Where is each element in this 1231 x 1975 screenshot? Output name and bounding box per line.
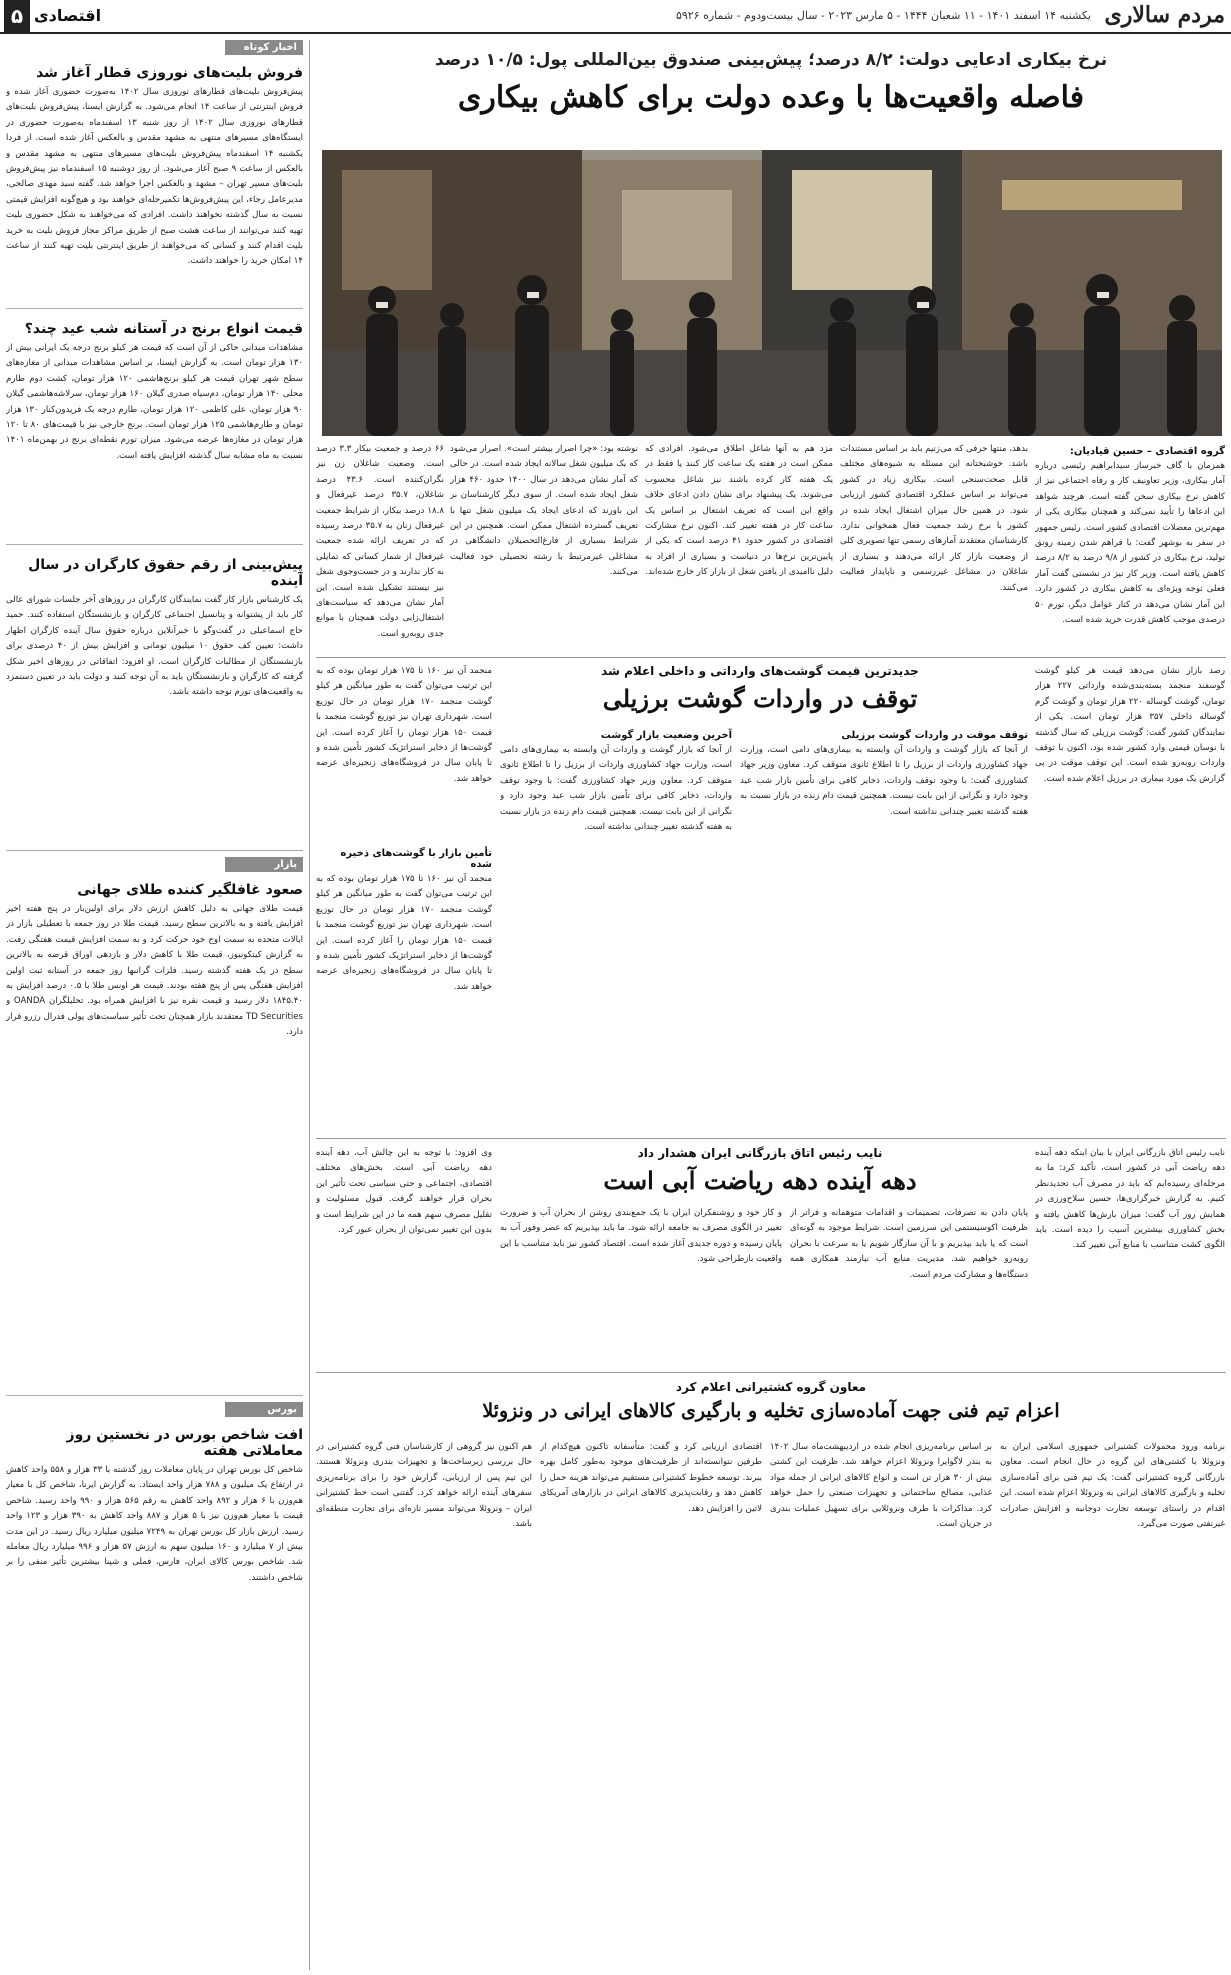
sidebar-item-body: قیمت طلای جهانی به دلیل کاهش ارزش دلار برای اولین‌بار در پنج هفته اخیر افزایش یافته و به بالاترین سطح رسید. قیمت طلا در روز جمعه با تعطیلی بازار در ایالات متحده به سمت اوج خود حرکت کرد و به سمت افزایش قیمت هفتگی رفت. به گزارش کیتکونیوز، قیمت طلا با کاهش دلار و بازدهی اوراق قرضه به بالاترین سطح در یک هفته گذشته رسید. فلزات گرانبها روز جمعه در آستانه ثبت اولین افزایش هفتگی پس از پنج هفته بودند. قیمت هر اونس طلا با ۰.۵ درصد افزایش به ۱۸۴۵.۴۰ دلار رسید و قیمت نقره نیز با افزایش همراه بود. تحلیلگران OANDA و TD Securities معتقدند بازار همچنان تحت تأثیر سیاست‌های پولی فدرال رزرو قرار دارد. [6,904,303,1038]
venezuela-column-text: اقتصادی ارزیابی کرد و گفت: متأسفانه تاکنون هیچ‌کدام از طرفین نتوانسته‌اند از ظرفیت‌های موجود به‌طور کامل بهره ببرند. توسعه خطوط کشتیرانی مستقیم می‌تواند هزینه حمل را کاهش دهد و رقابت‌پذیری کالاهای ایرانی در بازارهای آمریکای لاتین را افزایش دهد. [540,1442,762,1514]
lead-column-text: نوشته بود: «چرا اصرار بیشتر است». اصرار می‌شود که یک میلیون شغل سالانه ایجاد شده است. در حالی که آمار نشان می‌دهد در سال ۱۴۰۰ حدود ۴۶۰ هزار شغل ایجاد شده است. از سوی دیگر کارشناسان بر این باورند که ادعای ایجاد یک میلیون شغل تنها با تعریف گسترده اشتغال ممکن است. همچنین در این شرایط بسیاری از فارغ‌التحصیلان دانشگاهی در مشاغلی غیرمرتبط با رشته تحصیلی خود فعالیت می‌کنند. [450,444,638,578]
water-column-text: وی افزود: با توجه به این چالش آب، دهه آینده دهه ریاضت آبی است. بخش‌های مختلف اقتصادی، اجتماعی و حتی سیاسی تحت تأثیر این بحران قرار خواهند گرفت. قبول مسئولیت و تقلیل مصرف سهم همه ما در این شرایط است و بدون این تغییر نمی‌توان از بحران عبور کرد. [316,1148,492,1236]
venezuela-headline: اعزام تیم فنی جهت آماده‌سازی تخلیه و بارگیری کالاهای ایرانی در ونزوئلا [482,1400,1060,1422]
beef-column [316,664,492,1132]
sidebar-news-item [6,1421,303,1941]
column-divider [309,40,310,1970]
sidebar-item-title: پیش‌بینی از رقم حقوق کارگران در سال آینده [28,557,303,589]
beef-headline: توقف در واردات گوشت برزیلی [602,684,918,713]
beef-column-text: از آنجا که بازار گوشت و واردات آن وابسته به بیماری‌های دامی است، وزارت جهاد کشاورزی واردات از برزیل را تا اطلاع ثانوی متوقف کرد. معاون وزیر جهاد کشاورزی گفت: با وجود توقف واردات، ذخایر کافی برای تأمین بازار شب عید وجود دارد و نگرانی از این بابت نیست. همچنین قیمت دام زنده در بازار نسبت به هفته گذشته تغییر چندانی نداشته است. [740,745,1028,817]
dateline: یکشنبه ۱۴ اسفند ۱۴۰۱ - ۱۱ شعبان ۱۴۴۴ - ۵ مارس ۲۰۲۳ - سال بیست‌ودوم - شماره ۵۹۲۶ [675,9,1091,22]
sidebar-tag-market: بازار [225,857,303,872]
beef-subhead: آخرین وضعیت بازار گوشت [600,730,732,741]
street-crowd-photo [322,150,1222,436]
lead-column-text: همزمان با گاف خبرساز سیدابراهیم رئیسی درباره آمار بیکاری، وزیر تعاونیف کار و رفاه اجتماعی نیز از کاهش نرخ بیکاری سخن گفته است. هرچند شواهد این ادعاها را تأیید نمی‌کند و همچنان بیکاری یکی از مهم‌ترین معضلات اقتصادی کشور است. رئیس جمهور در سفر به بوشهر گفت: با فراهم شدن زمینه رونق تولید، نرخ بیکاری در کشور از ۹/۸ درصد به ۸/۲ درصد کاهش یافته است. وزیر کار نیز در نشستی گفت آمار فعلی توجه ویژه‌ای به کاهش بیکاری در کشور دارد. این آمار نشان می‌دهد در کنار عوامل دیگر، تورم ۵۰ درصدی موجب کاهش قدرت خرید شده است. [1035,461,1225,626]
page-number: ۵ [4,0,30,32]
lead-byline: گروه اقتصادی – حسین قیادیان: [1069,446,1225,457]
beef-column [740,726,1028,1132]
section-divider [316,657,1226,658]
lead-kicker: نرخ بیکاری ادعایی دولت: ۸/۲ درصد؛ پیش‌بینی صندوق بین‌المللی پول: ۱۰/۵ درصد [434,50,1108,70]
lead-photo [322,150,1222,436]
water-column-text: نایب رئیس اتاق بازرگانی ایران با بیان اینکه دهه آینده دهه ریاضت آبی در کشور است، تأکید کرد: ما به مرحله‌ای رسیده‌ایم که باید در مصرف آب تجدیدنظر کنیم. به گزارش خبرگزاری‌ها، حسین سلاح‌ورزی در همایش روز آب گفت: میزان بارش‌ها کاهش یافته و بخش کشاورزی بیشترین آسیب را دیده است. باید الگوی کشت متناسب با منابع آبی تغییر کند. [1035,1148,1225,1251]
water-headline: دهه آینده دهه ریاضت آبی است [603,1166,917,1195]
sidebar-item-title: افت شاخص بورس در نخستین روز معاملاتی هفته [66,1427,303,1459]
water-column-text: پایان دادن به تصرفات، تصمیمات و اقدامات متوهمانه و فراتر از ظرفیت اکوسیستمی این سرزمین است. شرایط موجود به گونه‌ای است که یا باید بپذیریم و با آن سازگار شویم یا به سرعت با بحران روبه‌رو خواهیم شد. مدیریت منابع آب نیازمند همکاری همه دستگاه‌ها و مشارکت مردم است. [790,1208,1028,1280]
sidebar-item-title: فروش بلیت‌های نوروزی قطار آغاز شد [36,65,303,81]
lead-headline: فاصله واقعیت‌ها با وعده دولت برای کاهش بیکاری [457,80,1085,115]
newspaper-logo: مردم سالاری [1104,2,1225,28]
sidebar-tag-short-news: اخبار کوتاه [225,40,303,55]
beef-subhead: تأمین بازار با گوشت‌های ذخیره شده [340,848,492,870]
section-name: اقتصادی [34,6,102,25]
sidebar-item-body: شاخص کل بورس تهران در پایان معاملات روز گذشته با ۳۳ هزار و ۵۵۸ واحد کاهش در ارتفاع یک میلیون و ۷۸۸ هزار واحد ایستاد. به گزارش ایرنا، شاخص کل با معیار هم‌وزن با ۶ هزار و ۸۹۲ واحد کاهش به رقم ۵۶۵ هزار و ۹۹۰ واحد رسید. شاخص قیمت با معیار هم‌وزن نیز با ۵ هزار و ۸۸۷ واحد کاهش به ۳۹۰ هزار و ۱۲۳ واحد رسید. ارزش بازار کل بورس تهران به ۷۲۴۹ میلیون میلیارد ریال رسید. در این مدت بیش از ۷ میلیارد و ۱۶۰ میلیون سهم به ارزش ۵۷ هزار و ۹۹۶ میلیارد ریال معامله شد. شاخص بورس کالای ایران، فارس، فملی و شپنا بیشترین تأثیر منفی را بر شاخص داشتند. [6,1465,303,1583]
water-kicker: نایب رئیس اتاق بازرگانی ایران هشدار داد [637,1146,883,1160]
beef-column-text: رصد بازار نشان می‌دهد قیمت هر کیلو گوشت گوسفند منجمد بسته‌بندی‌شده وارداتی ۲۲۷ هزار تومان، گوشت گوساله ۲۲۰ هزار تومان و گوشت گرم گوساله داخلی ۳۵۷ هزار تومان است. یکی از نمایندگان کشور گفت: گوشت برزیلی که سال گذشته با نوسان قیمتی وارد کشور شده بود، اکنون با توقف واردات روبه‌رو شده است. این توقف موقت در پی گزارش یک مورد بیماری در برزیل اعلام شده است. [1035,666,1225,784]
sidebar-news-item [6,551,303,851]
water-column-text: و کار خود و روشنفکران ایران با یک جمع‌بندی روشن از بحران آب و ضرورت تغییر در الگوی مصرف به جامعه ارائه شود. ما باید بپذیریم که عصر وفور آب به پایان رسیده و دوره جدیدی آغاز شده است. اقتصاد کشور نیز باید متناسب با این واقعیت بازطراحی شود. [500,1208,782,1265]
masthead [0,0,1231,34]
sidebar-news-item [6,315,303,545]
venezuela-column-text: هم اکنون نیز گروهی از کارشناسان فنی گروه کشتیرانی در حال بررسی زیرساخت‌ها و تجهیزات بندری ونزوئلا هستند. این تیم پس از ارزیابی، گزارش خود را برای برنامه‌ریزی سفرهای آینده ارائه خواهد کرد. گفتنی است خط کشتیرانی ایران – ونزوئلا می‌تواند مسیر تازه‌ای برای تجارت منطقه‌ای باشد. [316,1442,532,1530]
lead-column-text: بدهد، منتها حرفی که می‌زنیم باید بر اساس مستندات باشد. خوشبختانه این مسئله به شیوه‌های مختلف قابل صحت‌سنجی است. بیکاری زیاد در کشور می‌تواند بر اساس عملکرد اقتصادی کشور ارزیابی شود. در همین حال میزان اشتغال ایجاد شده در کشور با نرخ رشد جمعیت فعال همخوانی ندارد. کارشناسان معتقدند آمارهای رسمی تنها تصویری کلی از وضعیت بازار کار ارائه می‌دهند و بسیاری از شاغلان در مشاغل غیررسمی و ناپایدار فعالیت می‌کنند. [840,444,1028,593]
venezuela-kicker: معاون گروه کشتیرانی اعلام کرد [675,1380,867,1394]
sidebar-item-body: پیش‌فروش بلیت‌های قطارهای نوروزی سال ۱۴۰۲ به‌صورت حضوری آغاز شده و فروش اینترنتی از ساعت ۱۴ انجام می‌شود. به گزارش ایسنا، پیش‌فروش بلیت‌های قطارهای نوروزی سال ۱۴۰۲ از روز شنبه ۱۳ اسفندماه به‌صورت حضوری در ایستگاه‌های مسیرهای منتهی به مشهد مقدس و بالعکس آغاز شده است. از فردا یکشنبه ۱۴ اسفندماه پیش‌فروش بلیت‌های مسیرهای منتهی به مشهد مقدس و بالعکس از ساعت ۹ صبح آغاز می‌شود. از روز دوشنبه ۱۵ اسفندماه نیز پیش‌فروش بلیت‌های مسیر تهران – مشهد و بالعکس اجرا خواهد شد. گفته سید مهدی صالحی، مدیرعامل رجاء، این پیش‌فروش‌ها تکمیرحله‌ای خواهند بود و هیچ‌گونه افزایش قیمتی نسبت به سال گذشته نخواهند داشت. افرادی که می‌خواهند به شکل حضوری بلیت تهیه کنند می‌توانند از ساعت هشت صبح از طریق مراکز مجاز فروش بلیت به خرید بلیت اقدام کنند و کسانی که می‌خواهند از طریق اینترنتی بلیت تهیه کنند از ساعت ۱۴ امکان خرید را خواهند داشت. [6,87,303,267]
section-divider [316,1372,1226,1373]
beef-subhead: توقف موقت در واردات گوشت برزیلی [841,730,1028,741]
sidebar-item-body: مشاهدات میدانی حاکی از آن است که قیمت هر کیلو برنج درجه یک ایرانی بیش از ۱۳۰ هزار تومان است. به گزارش ایسنا، بر اساس مشاهدات میدانی از مغازه‌های سطح شهر تهران قیمت هر کیلو برنج‌هاشمی ۱۲۰ هزار تومان، کشت دوم طارم محلی ۱۴۰ هزار تومان، دم‌سیاه صدری گیلان ۱۶۰ هزار تومان، سرلاشه‌هاشمی گیلان ۹۰ هزار تومان، علی کاظمی ۱۲۰ هزار تومان، طارم درجه یک فریدون‌کنار ۱۳۰ هزار تومان و طارم‌هاشمی ۱۲۵ هزار تومان است. برنج خارجی نیز با قیمت‌های ۸۰ تا ۱۲۰ هزار تومان در مغازه‌ها عرضه می‌شود. میزان تورم نقطه‌ای برنج در بهمن‌ماه ۱۴۰۱ نسبت به ماه مشابه سال گذشته افزایش یافته است. [6,343,303,461]
beef-column-text: از آنجا که بازار گوشت و واردات آن وابسته به بیماری‌های دامی است، وزارت جهاد کشاورزی واردات از برزیل را تا اطلاع ثانوی متوقف کرد. معاون وزیر جهاد کشاورزی گفت: با وجود توقف واردات، ذخایر کافی برای تأمین بازار شب عید وجود دارد و نگرانی از این بابت نیست. همچنین قیمت دام زنده در بازار نسبت به هفته گذشته تغییر چندانی نداشته است. [500,745,732,833]
beef-kicker: جدیدترین قیمت گوشت‌های وارداتی و داخلی اعلام شد [601,664,919,678]
venezuela-column-text: بر اساس برنامه‌ریزی انجام شده در اردیبهشت‌ماه سال ۱۴۰۲ به بندر لاگوایرا ونزوئلا اعزام خواهد شد. ظرفیت این کشتی بیش از ۳۰ هزار تن است و انواع کالاهای ایرانی از جمله مواد غذایی، مصالح ساختمانی و تجهیزات صنعتی را حمل خواهد کرد. مذاکرات با طرف ونزوئلایی برای تسهیل عملیات بندری در جریان است. [770,1442,992,1530]
lead-column-text: ۶۶ درصد و جمعیت بیکار ۳.۳ درصد است. وضعیت شاغلان زن نیز نگران‌کننده است. ۴۳.۶ درصد شاغلان، ۳۵.۷ درصد غیرفعال و ۱۸.۸ درصد بیکار، از شرایط جمعیت غیرفعال زنان به ۳۵.۷ درصد رسیده که در تعریف ارائه شده جمعیت غیرفعال از شمار کسانی که تمایلی به کار ندارند و در جست‌وجوی شغل نیز نیستند تشکیل شده است. این آمار نشان می‌دهد که سیاست‌های اشتغال‌زایی دولت همچنان با موانع جدی روبه‌رو است. [316,444,444,639]
lead-column-text: مزد هم به آنها شاغل اطلاق می‌شود. افرادی که ممکن است در هفته یک ساعت کار کنند یا فقط در یک هفته کار کرده باشند نیز شاغل محسوب می‌شوند. یک پیشنهاد برای نشان دادن ادعای خلاف واقع این است که تعریف اشتغال بر اساس یک ساعت کار در هفته تغییر کند. اکنون نرخ مشارکت اقتصادی در کشور حدود ۴۱ درصد است که یکی از پایین‌ترین نرخ‌ها در دنیاست و بسیاری از افراد به دلیل ناامیدی از یافتن شغل از بازار کار خارج شده‌اند. [645,444,833,578]
beef-column [500,726,732,1132]
sidebar-news-item [6,59,303,309]
sidebar-item-title: قیمت انواع برنج در آستانه شب عید چند؟ [24,321,303,337]
beef-column-text: منجمد آن نیز ۱۶۰ تا ۱۷۵ هزار تومان بوده که به این ترتیب می‌توان گفت به طور میانگین هر کیلو گوشت منجمد ۱۷۰ هزار تومان در حال توزیع است. شهرداری تهران نیز توزیع گوشت منجمد با قیمت ۱۵۰ هزار تومان را آغاز کرده است. این گوشت‌ها از ذخایر استراتژیک کشور تأمین شده و تا پایان سال در فروشگاه‌های زنجیره‌ای عرضه خواهد شد. [316,874,492,992]
beef-column-text: منجمد آن نیز ۱۶۰ تا ۱۷۵ هزار تومان بوده که به این ترتیب می‌توان گفت به طور میانگین هر کیلو گوشت منجمد ۱۷۰ هزار تومان در حال توزیع است. شهرداری تهران نیز توزیع گوشت منجمد با قیمت ۱۵۰ هزار تومان را آغاز کرده است. این گوشت‌ها از ذخایر استراتژیک کشور تأمین شده و تا پایان سال در فروشگاه‌های زنجیره‌ای عرضه خواهد شد. [316,666,492,784]
sidebar-news-item [6,876,303,1396]
sidebar-item-title: صعود غافلگیر کننده طلای جهانی [77,882,303,898]
venezuela-column-text: برنامه ورود محمولات کشتیرانی جمهوری اسلامی ایران به ونزوئلا با کشتی‌های این گروه در حال انجام است. معاون بازرگانی گروه کشتیرانی گفت: یک تیم فنی برای آماده‌سازی تخلیه و بارگیری کالاهای ایرانی به ونزوئلا اعزام شده است. این اقدام در راستای توسعه تجارت دوجانبه و افزایش صادرات غیرنفتی صورت می‌گیرد. [1000,1442,1225,1530]
sidebar-item-body: یک کارشناس بازار کار گفت نمایندگان کارگران در روزهای آخر جلسات شورای عالی کار باید از پشتوانه و پتانسیل اجتماعی کارگران و بازنشستگان استفاده کنند. حمید حاج اسماعیلی در گفت‌وگو با خبرآنلاین درباره حقوق سال آینده کارگران اظهار داشت: تعیین کف حقوق ۱۰ میلیون تومانی و افزایش بیش از ۴۰ درصدی برای بازنشستگان از مطالبات کارگران است. او افزود: اتفاقاتی در روزهای اخیر شکل گرفته که کارگران و بازنشستگان باید به آن توجه کنند و دولت باید در تعیین دستمزد به واقعیت‌های تورم توجه داشته باشد. [6,595,303,698]
section-divider [316,1138,1226,1139]
lead-column [1035,442,1225,652]
sidebar [6,40,303,1972]
sidebar-tag-bourse: بورس [225,1402,303,1417]
